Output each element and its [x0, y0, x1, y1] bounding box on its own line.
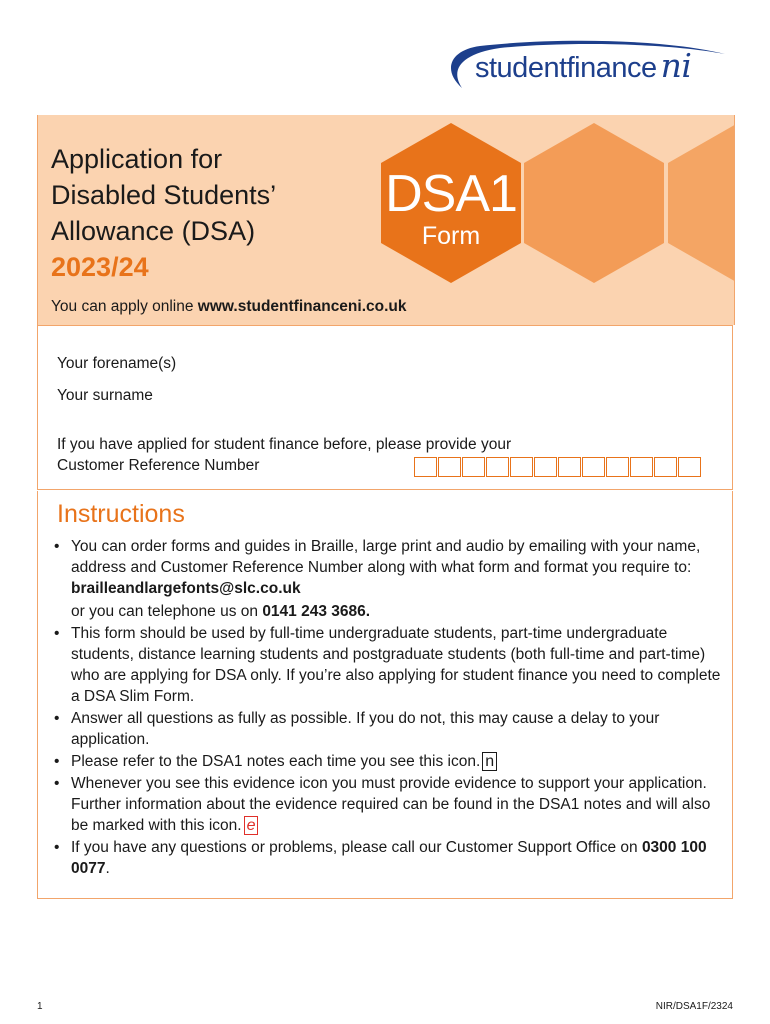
- title-line-1: Application for: [51, 144, 223, 174]
- form-year: 2023/24: [51, 252, 149, 282]
- list-item: [52, 623, 722, 707]
- list-item: [52, 773, 722, 836]
- crn-digit-box[interactable]: [510, 457, 533, 477]
- item-5-text: Whenever you see this evidence icon you must provide evidence to support your application. Further information about the evidence required can be found in the DSA1 notes and will also be marked with this icon.: [71, 775, 711, 834]
- instructions-heading: Instructions: [57, 500, 185, 528]
- list-item: [52, 708, 722, 750]
- item-1-phone-prefix: or you can telephone us on: [71, 603, 263, 620]
- braille-phone-number: 0141 243 3686.: [262, 603, 371, 620]
- form-code-badge: [376, 165, 526, 249]
- crn-digit-box[interactable]: [486, 457, 509, 477]
- support-phone-number: 0300 100 0077: [71, 839, 707, 877]
- crn-digit-box[interactable]: [534, 457, 557, 477]
- crn-digit-box[interactable]: [462, 457, 485, 477]
- crn-digit-box[interactable]: [582, 457, 605, 477]
- form-title: [51, 141, 276, 285]
- page-number: 1: [37, 1001, 43, 1012]
- personal-details-section: [37, 325, 733, 490]
- item-3-text: Answer all questions as fully as possible. If you do not, this may cause a delay to your application.: [71, 710, 660, 748]
- list-item: [52, 837, 722, 879]
- notes-icon: n: [482, 752, 497, 771]
- list-item: [52, 751, 722, 772]
- form-label: Form: [421, 222, 481, 250]
- item-1-text: You can order forms and guides in Braille, large print and audio by emailing with your name, address and Customer Reference Number along with what form and format you require to:: [71, 538, 701, 576]
- title-line-2: Disabled Students’: [51, 180, 277, 210]
- list-item: [52, 536, 722, 622]
- form-header: [37, 115, 735, 325]
- item-6-end: .: [105, 860, 110, 877]
- title-line-3: Allowance (DSA): [51, 216, 256, 246]
- crn-digit-box[interactable]: [414, 457, 437, 477]
- student-finance-ni-logo: [440, 40, 740, 96]
- item-4-text: Please refer to the DSA1 notes each time you see this icon.: [71, 753, 481, 770]
- logo-region-text: ni: [660, 46, 692, 85]
- forename-label: Your forename(s): [57, 355, 177, 372]
- crn-digit-box[interactable]: [606, 457, 629, 477]
- logo-brand-text: studentfinance: [475, 52, 657, 84]
- crn-label-line-1: If you have applied for student finance before, please provide your: [57, 436, 512, 453]
- apply-prefix: You can apply online: [51, 298, 198, 315]
- item-2-text: This form should be used by full-time undergraduate students, part-time undergraduate students, distance learning students and postgraduate students (both full-time and part-time) who are applying for DSA only. If you’re also applying for student finance you need to complete a DSA Slim Form.: [71, 625, 721, 705]
- apply-online-text: [51, 298, 407, 316]
- crn-digit-box[interactable]: [438, 457, 461, 477]
- item-6-text: If you have any questions or problems, please call our Customer Support Office on: [71, 839, 642, 856]
- crn-digit-box[interactable]: [678, 457, 701, 477]
- customer-reference-number-field[interactable]: [414, 457, 701, 477]
- crn-digit-box[interactable]: [654, 457, 677, 477]
- surname-label: Your surname: [57, 387, 153, 404]
- evidence-icon: e: [244, 816, 259, 835]
- instructions-list: [52, 536, 722, 880]
- crn-label-line-2: Customer Reference Number: [57, 457, 260, 474]
- form-code: DSA1: [385, 165, 517, 223]
- apply-url-link[interactable]: www.studentfinanceni.co.uk: [197, 298, 407, 315]
- form-reference: NIR/DSA1F/2324: [655, 1001, 733, 1012]
- braille-email-link[interactable]: brailleandlargefonts@slc.co.uk: [71, 580, 301, 597]
- instructions-section: [37, 491, 733, 899]
- item-1-phone-line: [71, 601, 722, 622]
- crn-digit-box[interactable]: [630, 457, 653, 477]
- crn-digit-box[interactable]: [558, 457, 581, 477]
